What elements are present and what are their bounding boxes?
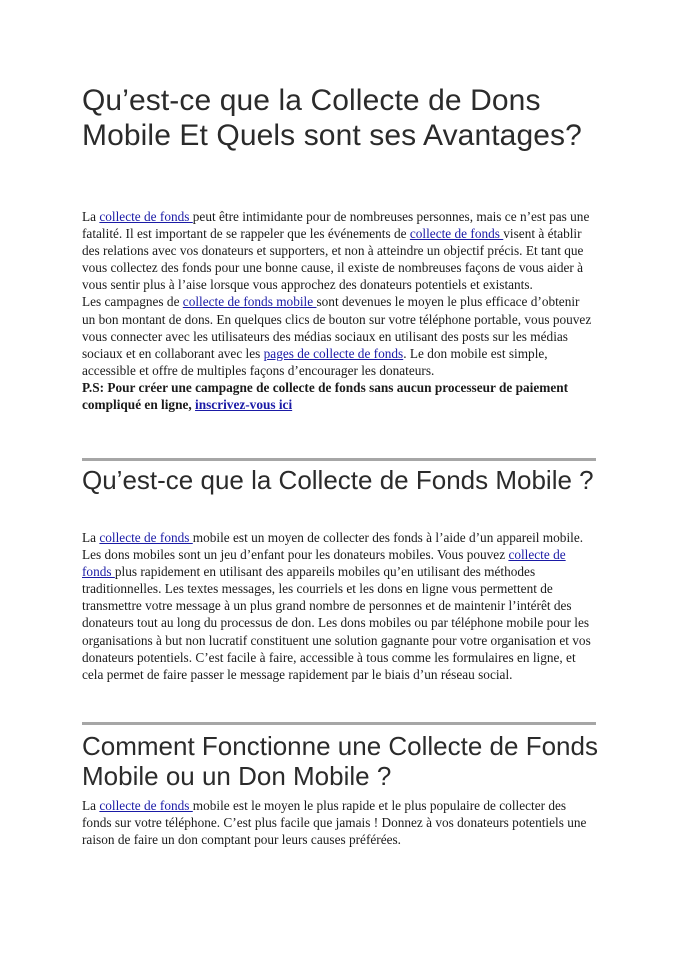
section-heading: Comment Fonctionne une Collecte de Fonds Mobile ou un Don Mobile ? [82,731,598,791]
text: P.S: Pour créer une campagne de collecte de fonds sans aucun processeur de paiement compliqué en ligne, [82,379,569,413]
text: visent à établir des relations avec vos donateurs et supporters, et non à atteindre un objectif précis. Et tant que vous collectez des fonds pour une bonne cause, il existe de nombreuses façons de vous aider à vous sentir plus à l’aise lorsque vous approchez des donateurs potentiels et existants. [82,226,584,293]
text: La [82,209,100,224]
text: Les campagnes de [82,294,183,310]
link-pages-de-collecte[interactable]: pages de collecte de fonds [263,345,404,361]
ps-note [82,379,594,413]
text: La [82,530,100,545]
link-collecte-de-fonds[interactable]: collecte de fonds [409,226,504,242]
section-mobile [82,529,594,683]
paragraph [82,529,594,683]
section-intro [82,208,594,413]
page-title: Qu’est-ce que la Collecte de Dons Mobile Et Quels sont ses Avantages? [82,84,582,152]
text: La [82,798,100,813]
text: mobile est le moyen le plus rapide et le plus populaire de collecter des fonds sur votre téléphone. C’est plus facile que jamais ! Donnez à vos donateurs potentiels une raison de faire un don comptant pour leurs causes préférées. [82,798,587,848]
signup-link[interactable]: inscrivez-vous ici [195,397,293,413]
link-collecte-de-fonds[interactable]: collecte de fonds [99,798,193,813]
section-how-it-works [82,797,594,848]
text: peut être intimidante pour de nombreuses personnes, mais ce n’est pas une fatalité. Il est important de se rappeler que les événements de [82,209,590,242]
link-collecte-de-fonds[interactable]: collecte de fonds [99,209,193,224]
paragraph [82,208,594,293]
text: . Le don mobile est simple, accessible et offre de multiples façons d’encourager les donateurs. [82,345,548,378]
link-collecte-de-fonds-mobile[interactable]: collecte de fonds mobile [182,294,317,310]
paragraph [82,797,594,848]
link-collecte-de-fonds[interactable]: collecte de fonds [82,547,566,580]
divider [82,458,596,461]
section-heading: Qu’est-ce que la Collecte de Fonds Mobile ? [82,465,594,495]
divider [82,722,596,725]
paragraph [82,293,594,378]
link-collecte-de-fonds[interactable]: collecte de fonds [99,530,193,545]
text: sont devenues le moyen le plus efficace d’obtenir un bon montant de dons. En quelques clics de bouton sur votre téléphone portable, vous pouvez vous connecter avec les utilisateurs des médias sociaux en utilisant des posts sur les médias sociaux et en collaborant avec les [82,294,592,361]
text: mobile est un moyen de collecter des fonds à l’aide d’un appareil mobile. Les dons mobiles sont un jeu d’enfant pour les donateurs mobiles. Vous pouvez [82,530,584,563]
text: plus rapidement en utilisant des appareils mobiles qu’en utilisant des méthodes traditionnelles. Les textes messages, les courriels et les dons en ligne vous permettent de transmettre votre message à un plus grand nombre de personnes et de maintenir l’intérêt des donateurs tout au long du processus de don. Les dons mobiles ou par téléphone mobile pour les organisations à but non lucratif constituent une solution gagnante pour votre organisation et vos donateurs potentiels. C’est facile à faire, accessible à tous comme les formulaires en ligne, et cela permet de faire passer le message rapidement par le biais d’un réseau social. [82,564,591,682]
